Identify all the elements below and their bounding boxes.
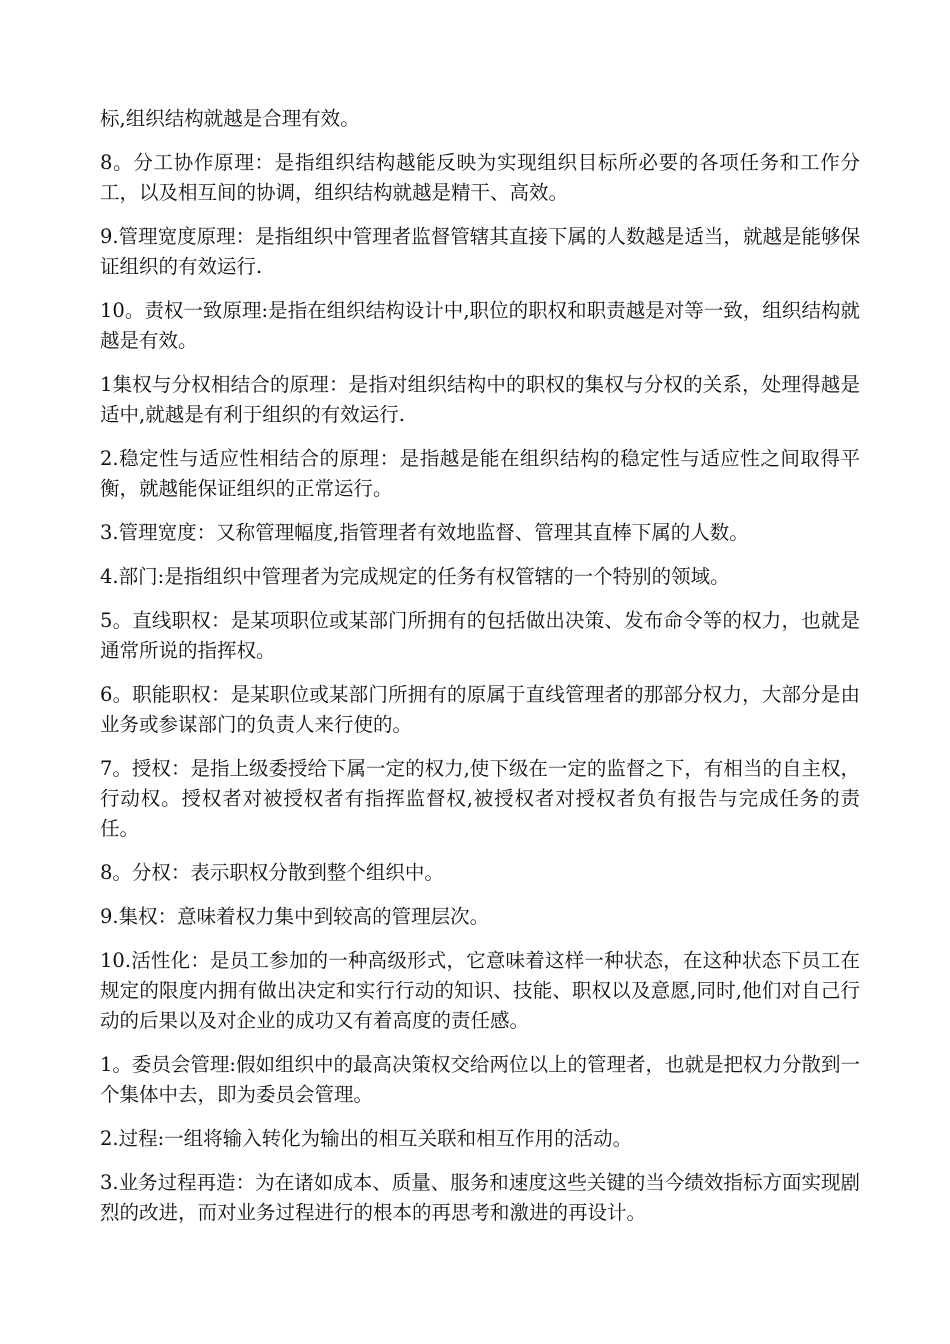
paragraph: 1集权与分权相结合的原理：是指对组织结构中的职权的集权与分权的关系，处理得越是适中,就越是有利于组织的有效运行.: [100, 373, 860, 426]
paragraph: 2.过程:一组将输入转化为输出的相互关联和相互作用的活动。: [100, 1127, 633, 1150]
paragraph: 9.管理宽度原理：是指组织中管理者监督管辖其直接下属的人数越是适当，就越是能够保证组织的有效运行.: [100, 225, 860, 278]
paragraph: 9.集权：意味着权力集中到较高的管理层次。: [100, 905, 490, 928]
paragraph: 3.业务过程再造：为在诸如成本、质量、服务和速度这些关键的当今绩效指标方面实现剧烈的改进，而对业务过程进行的根本的再思考和激进的再设计。: [100, 1171, 860, 1224]
paragraph: 3.管理宽度：又称管理幅度,指管理者有效地监督、管理其直棒下属的人数。: [100, 521, 749, 544]
paragraph: 10.活性化：是员工参加的一种高级形式，它意味着这样一种状态，在这种状态下员工在规定的限度内拥有做出决定和实行行动的知识、技能、职权以及意愿,同时,他们对自己行动的后果以及对企业的成功又有着高度的责任感。: [100, 949, 860, 1032]
paragraph: 4.部门:是指组织中管理者为完成规定的任务有权管辖的一个特别的领域。: [100, 565, 730, 588]
paragraph: 5。直线职权：是某项职位或某部门所拥有的包括做出决策、发布命令等的权力，也就是通常所说的指挥权。: [100, 609, 860, 662]
paragraph: 2.稳定性与适应性相结合的原理：是指越是能在组织结构的稳定性与适应性之间取得平衡，就越能保证组织的正常运行。: [100, 447, 860, 500]
paragraph: 8。分工协作原理：是指组织结构越能反映为实现组织目标所必要的各项任务和工作分工，以及相互间的协调，组织结构就越是精干、高效。: [100, 151, 860, 204]
paragraph: 8。分权：表示职权分散到整个组织中。: [100, 861, 444, 884]
paragraph: 1。委员会管理:假如组织中的最高决策权交给两位以上的管理者，也就是把权力分散到一个集体中去，即为委员会管理。: [100, 1053, 860, 1106]
paragraph: 标,组织结构就越是合理有效。: [100, 107, 360, 130]
paragraph: 7。授权：是指上级委授给下属一定的权力,使下级在一定的监督之下，有相当的自主权，行动权。授权者对被授权者有指挥监督权,被授权者对授权者负有报告与完成任务的责任。: [100, 757, 860, 840]
document-page: [100, 104, 860, 1242]
paragraph: 10。责权一致原理:是指在组织结构设计中,职位的职权和职责越是对等一致，组织结构就越是有效。: [100, 299, 860, 352]
paragraph: 6。职能职权：是某职位或某部门所拥有的原属于直线管理者的那部分权力，大部分是由业务或参谋部门的负责人来行使的。: [100, 683, 860, 736]
